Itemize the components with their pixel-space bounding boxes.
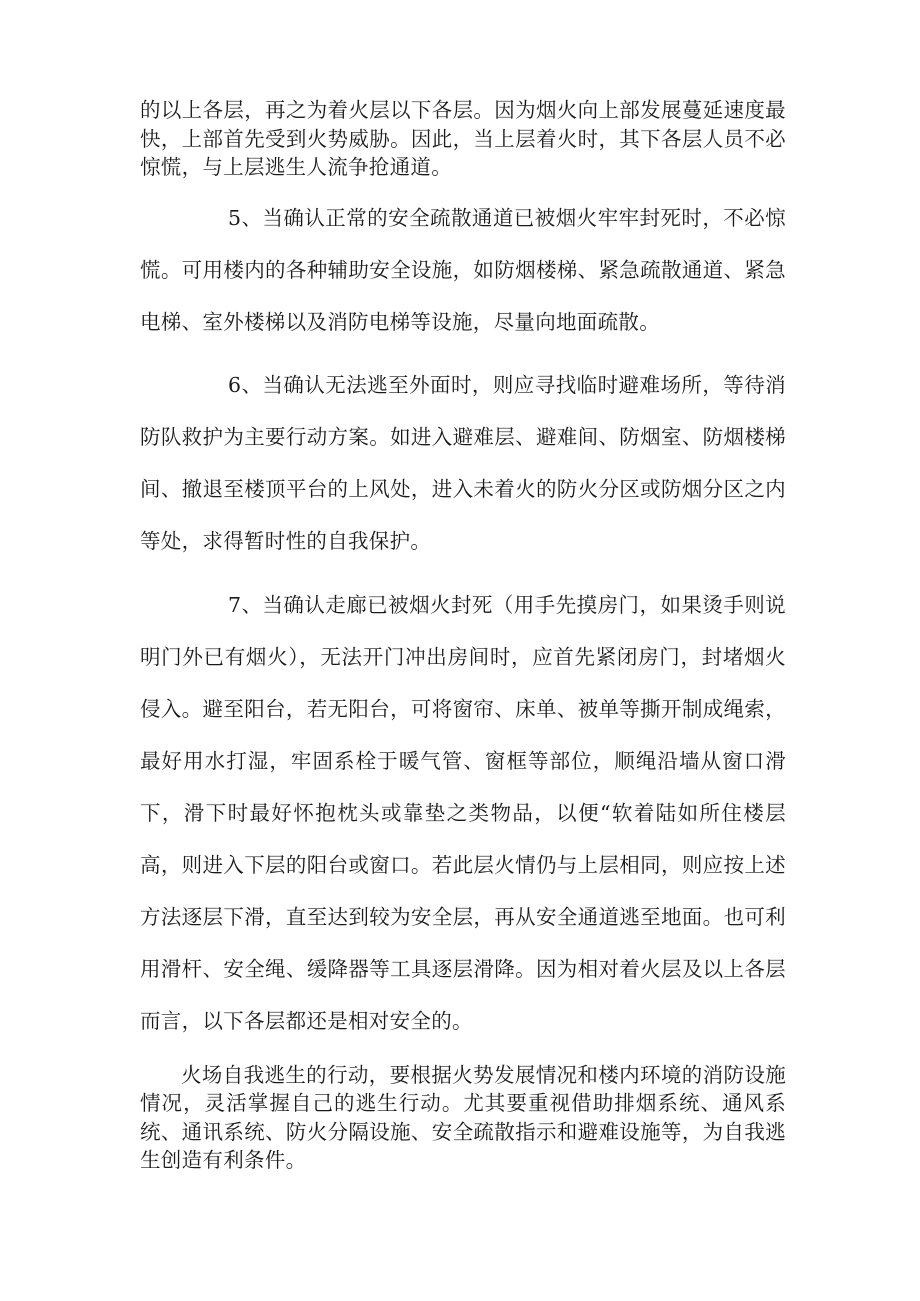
paragraph-item-6: 6、当确认无法逃至外面时，则应寻找临时避难场所，等待消防队救护为主要行动方案。如进入避难层、避难间、防烟室、防烟楼梯间、撤退至楼顶平台的上风处，进入未着火的防火分区或防烟分区之内等处，求得暂时性的自我保护。 — [140, 372, 786, 553]
paragraph-conclusion: 火场自我逃生的行动，要根据火势发展情况和楼内环境的消防设施情况，灵活掌握自己的逃生行动。尤其要重视借助排烟系统、通风系统、通讯系统、防火分隔设施、安全疏散指示和避难设施等，为自我逃生创造有利条件。 — [140, 1062, 786, 1172]
document-page — [140, 96, 786, 1175]
paragraph-item-7: 7、当确认走廊已被烟火封死（用手先摸房门，如果烫手则说明门外已有烟火），无法开门冲出房间时，应首先紧闭房门，封堵烟火侵入。避至阳台，若无阳台，可将窗帘、床单、被单等撕开制成绳索，最好用水打湿，牢固系栓于暖气管、窗框等部位，顺绳沿墙从窗口滑下，滑下时最好怀抱枕头或靠垫之类物品，以便“软着陆如所住楼层高，则进入下层的阳台或窗口。若此层火情仍与上层相同，则应按上述方法逐层下滑，直至达到较为安全层，再从安全通道逃至地面。也可利用滑杆、安全绳、缓降器等工具逐层滑降。因为相对着火层及以上各层而言，以下各层都还是相对安全的。 — [140, 592, 786, 1033]
paragraph-upper-floors: 的以上各层，再之为着火层以下各层。因为烟火向上部发展蔓延速度最快，上部首先受到火势威胁。因此，当上层着火时，其下各层人员不必惊慌，与上层逃生人流争抢通道。 — [140, 98, 786, 179]
paragraph-item-5: 5、当确认正常的安全疏散通道已被烟火牢牢封死时，不必惊慌。可用楼内的各种辅助安全设施，如防烟楼梯、紧急疏散通道、紧急电梯、室外楼梯以及消防电梯等设施，尽量向地面疏散。 — [140, 205, 786, 334]
